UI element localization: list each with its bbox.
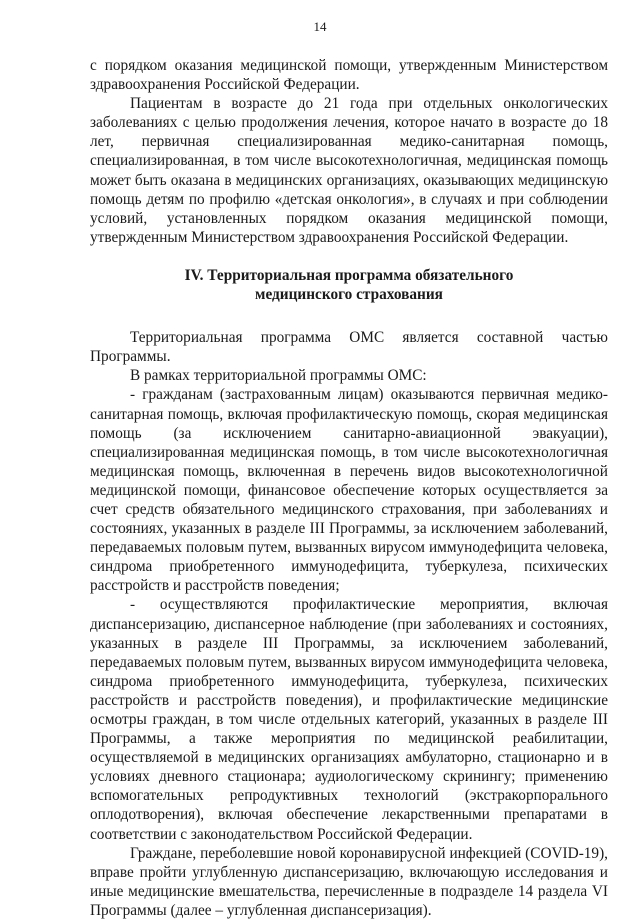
paragraph: Территориальная программа ОМС является составной частью Программы. xyxy=(90,329,608,366)
section-heading-line: IV. Территориальная программа обязательного xyxy=(184,266,514,284)
paragraph: В рамках территориальной программы ОМС: xyxy=(130,367,427,385)
paragraph: Пациентам в возрасте до 21 года при отдельных онкологических заболеваниях с целью продолжения лечения, которое начато в возрасте до 18 лет, первичная специализированная медико-санитарная помощь, специализированная, в том числе высокотехнологичная, медицинская помощь может быть оказана в медицинских организациях, оказывающих медицинскую помощь детям по профилю «детская онкология», в случаях и при соблюдении условий, установленных порядком оказания медицинской помощи, утвержденным Министерством здравоохранения Российской Федерации. xyxy=(90,95,608,246)
document-body xyxy=(90,56,608,920)
list-item: - гражданам (застрахованным лицам) оказываются первичная медико-санитарная помощь, включая профилактическую помощь, скорая медицинская помощь (за исключением санитарно-авиационной эвакуации), специализированная медицинская помощь, в том числе высокотехнологичная медицинская помощь, включенная в перечень видов высокотехнологичной медицинской помощи, финансовое обеспечение которых осуществляется за счет средств обязательного медицинского страхования, при заболеваниях и состояниях, указанных в разделе III Программы, за исключением заболеваний, передаваемых половым путем, вызванных вирусом иммунодефицита человека, синдрома приобретенного иммунодефицита, туберкулеза, психических расстройств и расстройств поведения; xyxy=(90,386,608,595)
section-heading xyxy=(90,266,608,304)
page-number: 14 xyxy=(313,19,327,34)
list-item: - осуществляются профилактические мероприятия, включая диспансеризацию, диспансерное наблюдение (при заболеваниях и состояниях, указанных в разделе III Программы, за исключением заболеваний, передаваемых половым путем, вызванных вирусом иммунодефицита человека, синдрома приобретенного иммунодефицита, туберкулеза, психических расстройств и расстройств поведения), и профилактические медицинские осмотры граждан, в том числе отдельных категорий, указанных в разделе III Программы, а также мероприятия по медицинской реабилитации, осуществляемой в медицинских организациях амбулаторно, стационарно и в условиях дневного стационара; аудиологическому скринингу; применению вспомогательных репродуктивных технологий (экстракорпорального оплодотворения), включая обеспечение лекарственными препаратами в соответствии с законодательством Российской Федерации. xyxy=(90,596,608,843)
paragraph: с порядком оказания медицинской помощи, утвержденным Министерством здравоохранения Российской Федерации. xyxy=(90,57,608,94)
section-heading-line: медицинского страхования xyxy=(255,286,443,304)
paragraph: Граждане, переболевшие новой коронавирусной инфекцией (COVID-19), вправе пройти углубленную диспансеризацию, включающую исследования и иные медицинские вмешательства, перечисленные в подразделе 14 раздела VI Программы (далее – углубленная диспансеризация). xyxy=(90,844,608,919)
